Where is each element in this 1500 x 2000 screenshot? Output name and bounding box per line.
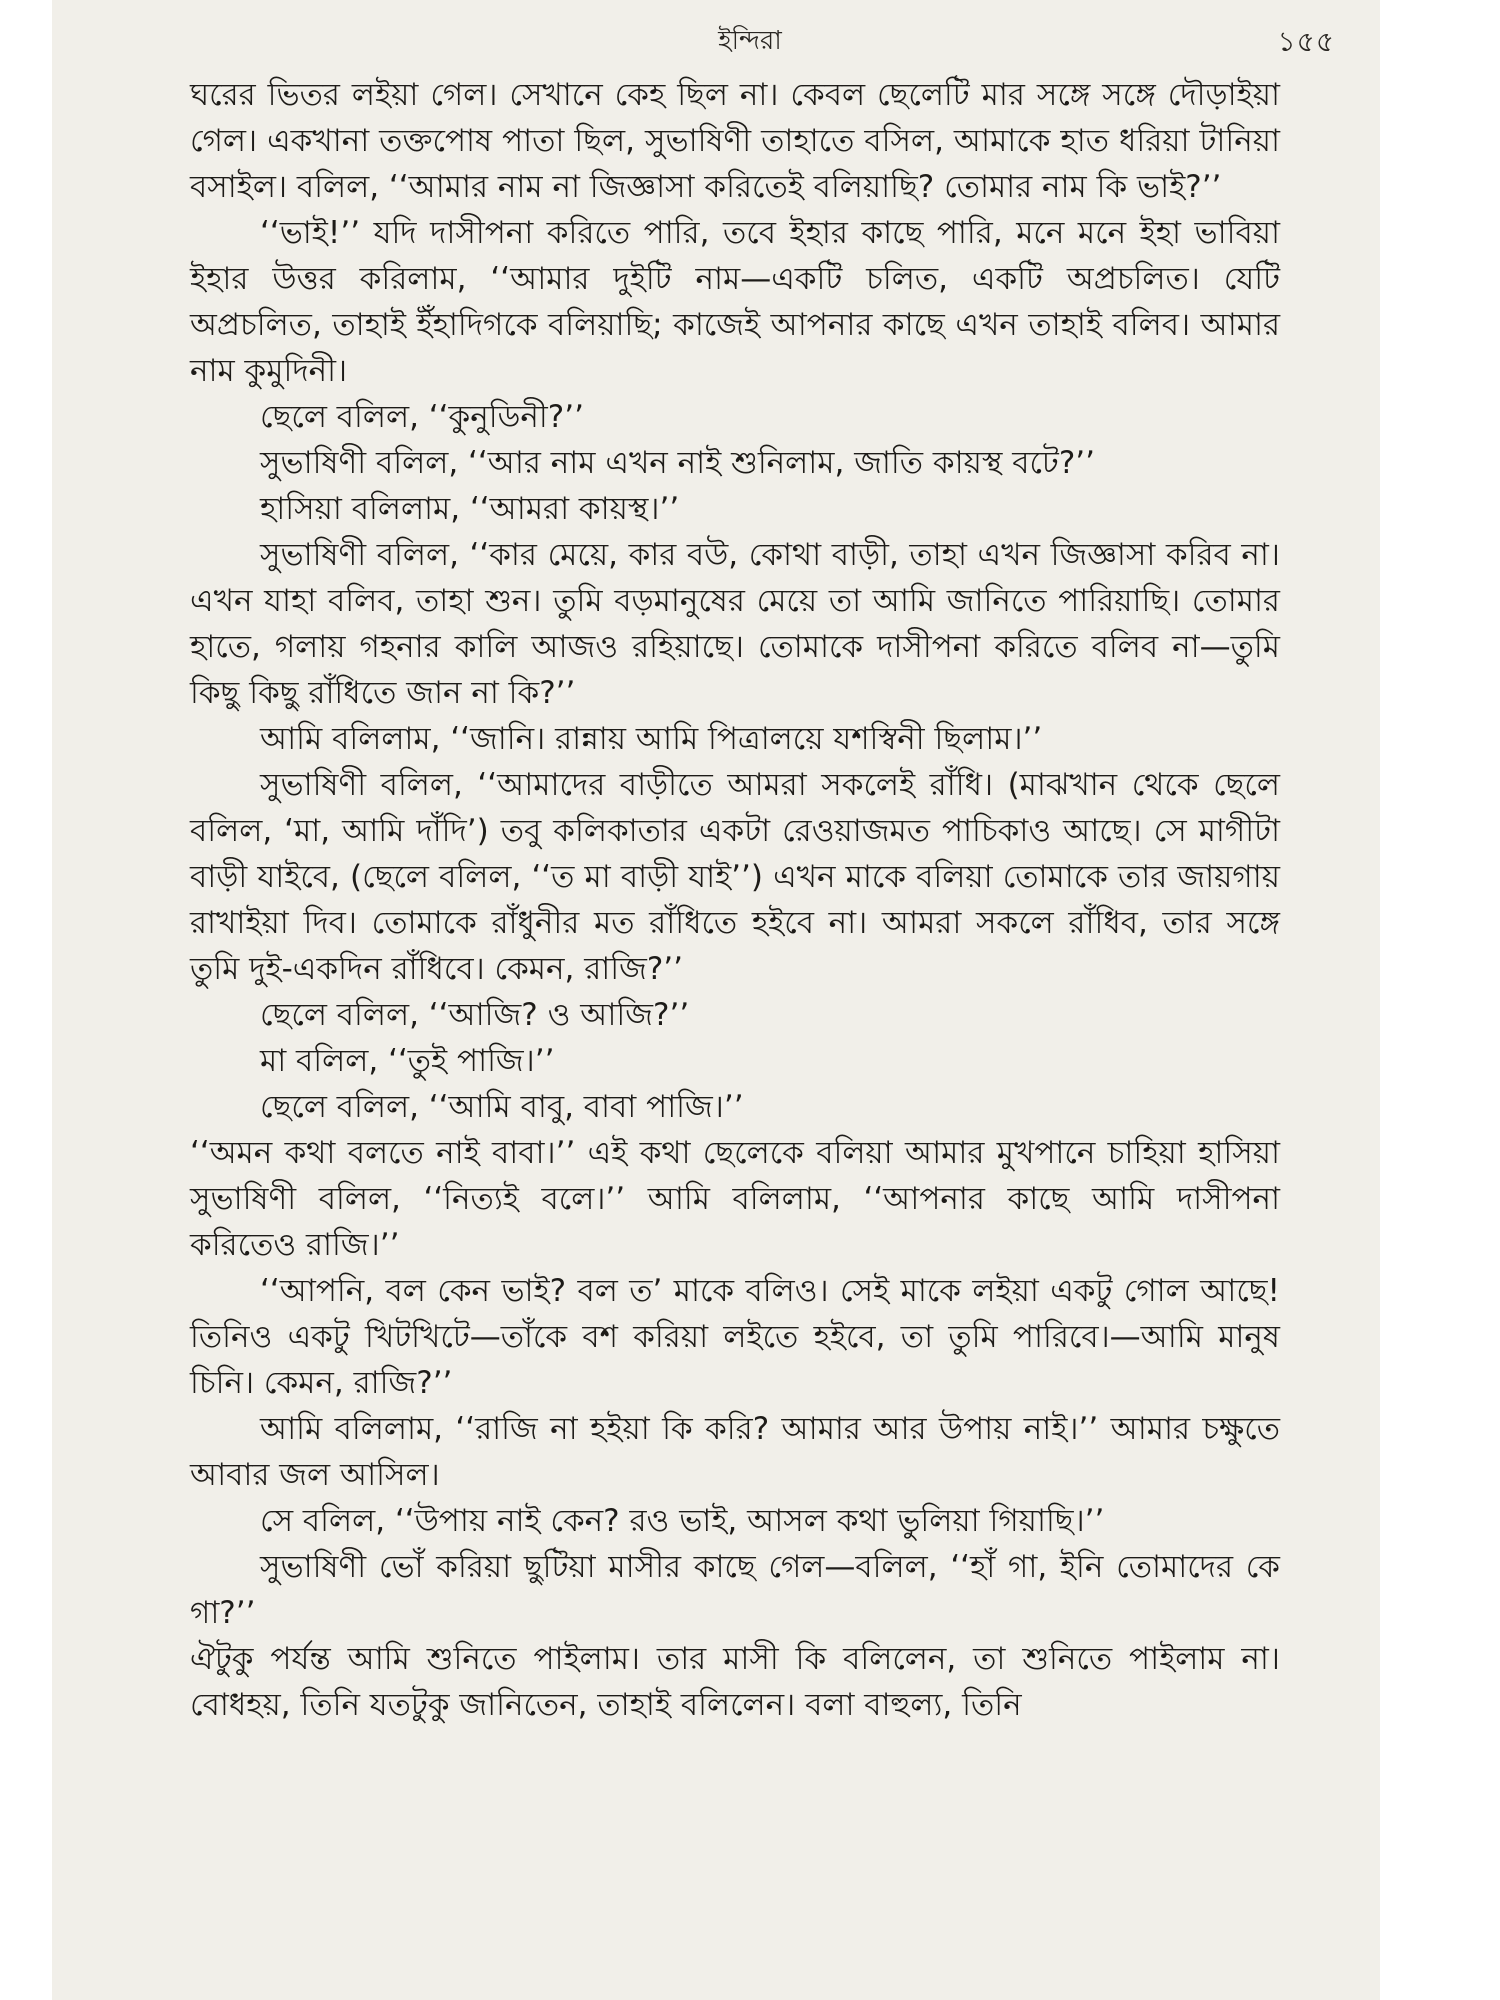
- paragraph: ‘‘অমন কথা বলতে নাই বাবা।’’ এই কথা ছেলেকে বলিয়া আমার মুখপানে চাহিয়া হাসিয়া সুভাষিণী বলিল, ‘‘নিত্যই বলে।’’ আমি বলিলাম, ‘‘আপনার কাছে আমি দাসীপনা করিতেও রাজি।’’: [190, 1135, 1280, 1263]
- paragraph: সুভাষিণী বলিল, ‘‘আর নাম এখন নাই শুনিলাম, জাতি কায়স্থ বটে?’’: [260, 445, 1095, 481]
- page-margin-right: [1380, 0, 1500, 2000]
- paragraph: ঐটুকু পর্যন্ত আমি শুনিতে পাইলাম। তার মাসী কি বলিলেন, তা শুনিতে পাইলাম না। বোধহয়, তিনি যতটুকু জানিতেন, তাহাই বলিলেন। বলা বাহুল্য, তিনি: [190, 1641, 1280, 1723]
- page-margin-left: [0, 0, 52, 2000]
- running-head: [0, 16, 1500, 56]
- paragraph: সুভাষিণী ভোঁ করিয়া ছুটিয়া মাসীর কাছে গেল—বলিল, ‘‘হাঁ গা, ইনি তোমাদের কে গা?’’: [190, 1549, 1280, 1631]
- paragraph: ‘‘আপনি, বল কেন ভাই? বল ত’ মাকে বলিও। সেই মাকে লইয়া একটু গোল আছে! তিনিও একটু খিটখিটে—তাঁকে বশ করিয়া লইতে হইবে, তা তুমি পারিবে।—আমি মানুষ চিনি। কেমন, রাজি?’’: [190, 1273, 1280, 1401]
- paragraph: ছেলে বলিল, ‘‘কুনুডিনী?’’: [260, 399, 584, 435]
- paragraph: ‘‘ভাই!’’ যদি দাসীপনা করিতে পারি, তবে ইহার কাছে পারি, মনে মনে ইহা ভাবিয়া ইহার উত্তর করিলাম, ‘‘আমার দুইটি নাম—একটি চলিত, একটি অপ্রচলিত। যেটি অপ্রচলিত, তাহাই ইঁহাদিগকে বলিয়াছি; কাজেই আপনার কাছে এখন তাহাই বলিব। আমার নাম কুমুদিনী।: [190, 215, 1280, 389]
- paragraph: আমি বলিলাম, ‘‘জানি। রান্নায় আমি পিত্রালয়ে যশস্বিনী ছিলাম।’’: [260, 721, 1043, 757]
- paragraph: ছেলে বলিল, ‘‘আজি? ও আজি?’’: [260, 997, 690, 1033]
- paragraph: ছেলে বলিল, ‘‘আমি বাবু, বাবা পাজি।’’: [260, 1089, 744, 1125]
- book-title: ইন্দিরা: [718, 26, 782, 56]
- paragraph: সে বলিল, ‘‘উপায় নাই কেন? রও ভাই, আসল কথা ভুলিয়া গিয়াছি।’’: [260, 1503, 1105, 1539]
- paragraph: সুভাষিণী বলিল, ‘‘কার মেয়ে, কার বউ, কোথা বাড়ী, তাহা এখন জিজ্ঞাসা করিব না। এখন যাহা বলিব, তাহা শুন। তুমি বড়মানুষের মেয়ে তা আমি জানিতে পারিয়াছি। তোমার হাতে, গলায় গহনার কালি আজও রহিয়াছে। তোমাকে দাসীপনা করিতে বলিব না—তুমি কিছু কিছু রাঁধিতে জান না কি?’’: [190, 537, 1280, 711]
- body-text: [190, 72, 1280, 1728]
- paragraph: মা বলিল, ‘‘তুই পাজি।’’: [260, 1043, 555, 1079]
- paragraph: আমি বলিলাম, ‘‘রাজি না হইয়া কি করি? আমার আর উপায় নাই।’’ আমার চক্ষুতে আবার জল আসিল।: [190, 1411, 1280, 1493]
- page-number: ১৫৫: [1277, 25, 1335, 58]
- paragraph: ঘরের ভিতর লইয়া গেল। সেখানে কেহ ছিল না। কেবল ছেলেটি মার সঙ্গে সঙ্গে দৌড়াইয়া গেল। একখানা তক্তপোষ পাতা ছিল, সুভাষিণী তাহাতে বসিল, আমাকে হাত ধরিয়া টানিয়া বসাইল। বলিল, ‘‘আমার নাম না জিজ্ঞাসা করিতেই বলিয়াছি? তোমার নাম কি ভাই?’’: [190, 77, 1280, 205]
- paragraph: হাসিয়া বলিলাম, ‘‘আমরা কায়স্থ।’’: [260, 491, 680, 527]
- paragraph: সুভাষিণী বলিল, ‘‘আমাদের বাড়ীতে আমরা সকলেই রাঁধি। (মাঝখান থেকে ছেলে বলিল, ‘মা, আমি দাঁদি’) তবু কলিকাতার একটা রেওয়াজমত পাচিকাও আছে। সে মাগীটা বাড়ী যাইবে, (ছেলে বলিল, ‘‘ত মা বাড়ী যাই’’) এখন মাকে বলিয়া তোমাকে তার জায়গায় রাখাইয়া দিব। তোমাকে রাঁধুনীর মত রাঁধিতে হইবে না। আমরা সকলে রাঁধিব, তার সঙ্গে তুমি দুই-একদিন রাঁধিবে। কেমন, রাজি?’’: [190, 767, 1280, 987]
